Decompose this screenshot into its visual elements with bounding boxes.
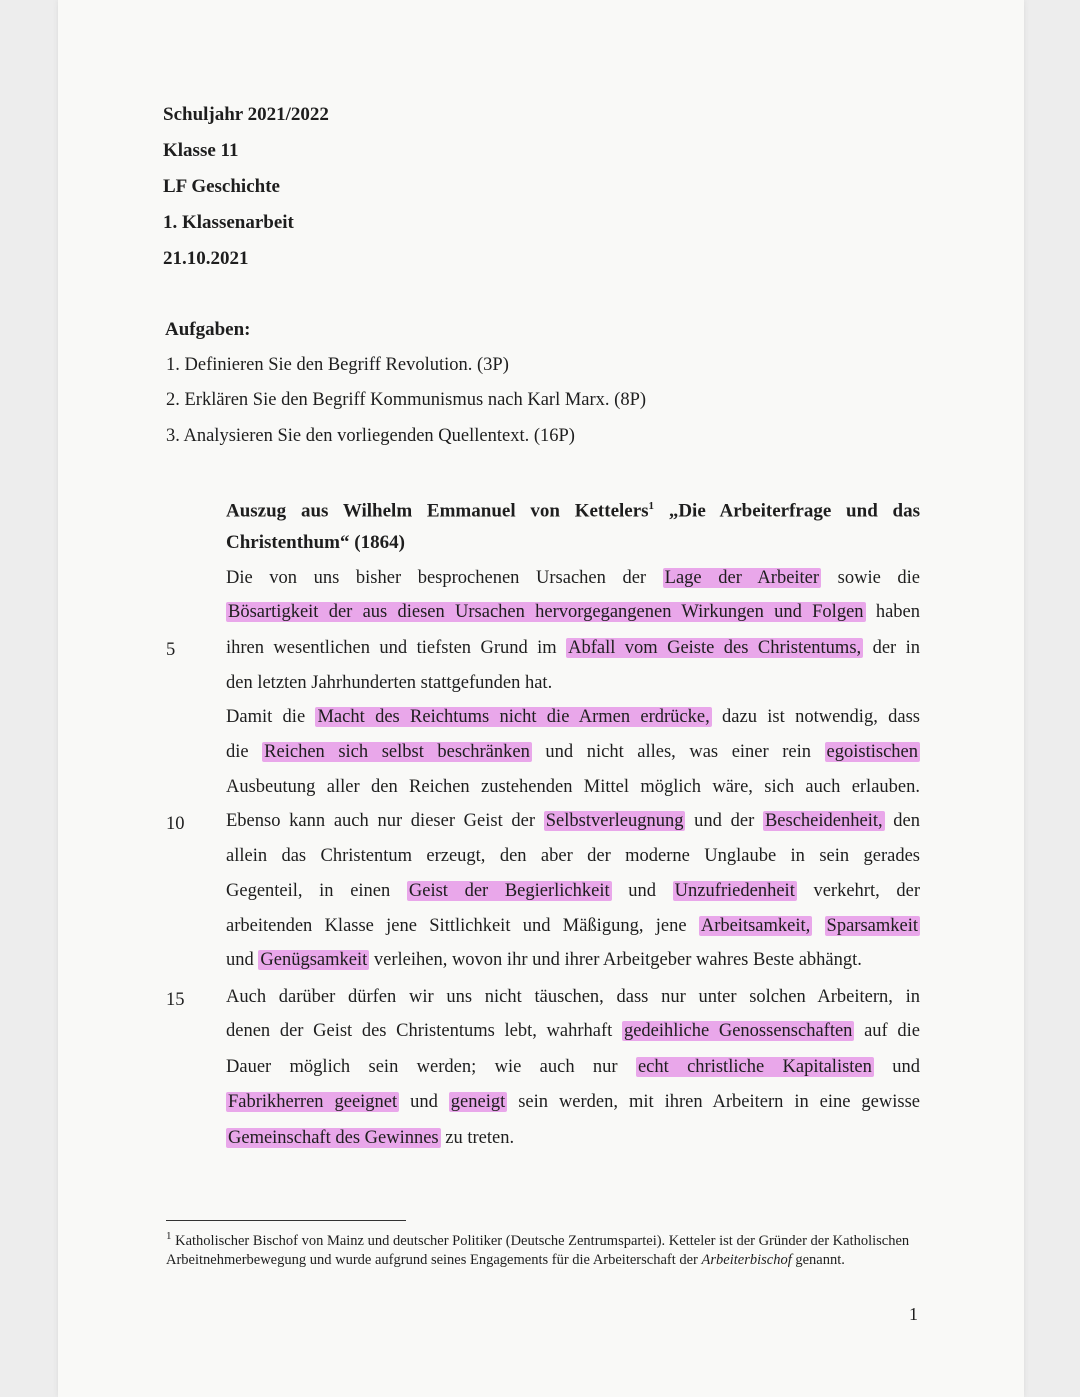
source-line: Fabrikherren geeignet und geneigt sein werden, mit ihren Arbeitern in eine gewisse (228, 1092, 920, 1112)
highlight: Arbeitsamkeit, (700, 916, 811, 936)
class-label: Klasse 11 (163, 140, 239, 161)
source-title: Auszug aus Wilhelm Emmanuel von Kettelers$^1$ „Die Arbeiterfrage und das (226, 500, 920, 522)
task-item: 3. Analysieren Sie den vorliegenden Quellentext. (16P) (166, 426, 575, 446)
exam-date: 21.10.2021 (163, 248, 249, 269)
footnote-divider (166, 1220, 406, 1221)
source-line: Ausbeutung aller den Reichen zustehenden Mittel möglich wäre, sich auch erlauben. (226, 777, 920, 797)
source-line: allein das Christentum erzeugt, den aber der moderne Unglaube in sein gerades (226, 846, 920, 866)
highlight: egoistischen (826, 742, 918, 762)
highlight: Unzufriedenheit (674, 881, 795, 901)
task-item: 1. Definieren Sie den Begriff Revolution. (3P) (166, 355, 509, 375)
source-line: ihren wesentlichen und tiefsten Grund im Abfall vom Geiste des Christentums, der in (226, 638, 921, 658)
document-page (58, 0, 1024, 1397)
highlight: Bösartigkeit der aus diesen Ursachen hervorgegangenen Wirkungen und Folgen (228, 602, 864, 622)
highlight: Sparsamkeit (826, 916, 918, 936)
source-line: arbeitenden Klasse jene Sittlichkeit und Mäßigung, jene Arbeitsamkeit, Sparsamkeit (226, 916, 918, 936)
highlight: echt christliche Kapitalisten (637, 1057, 872, 1077)
source-line: denen der Geist des Christentums lebt, wahrhaft gedeihliche Genossenschaften auf die (226, 1021, 920, 1041)
highlight: Genügsamkeit (260, 950, 368, 970)
source-line: Die von uns bisher besprochenen Ursachen der Lage der Arbeiter sowie die (226, 568, 920, 588)
line-number: 5 (166, 640, 176, 660)
source-line: Gegenteil, in einen Geist der Begierlichkeit und Unzufriedenheit verkehrt, der (226, 881, 920, 901)
source-line: Bösartigkeit der aus diesen Ursachen hervorgegangenen Wirkungen und Folgen haben (228, 602, 920, 622)
highlight: Reichen sich selbst beschränken (264, 742, 530, 762)
tasks-heading: Aufgaben: (165, 319, 251, 340)
subject-label: LF Geschichte (163, 176, 280, 197)
source-line: Damit die Macht des Reichtums nicht die Armen erdrücke, dazu ist notwendig, dass (226, 707, 920, 727)
source-line: und Genügsamkeit verleihen, wovon ihr und ihrer Arbeitgeber wahres Beste abhängt. (226, 950, 862, 970)
source-line: die Reichen sich selbst beschränken und nicht alles, was einer rein egoistischen (226, 742, 918, 762)
page-number: 1 (909, 1304, 918, 1324)
highlight: geneigt (450, 1092, 506, 1112)
highlight: Gemeinschaft des Gewinnes (228, 1128, 439, 1148)
line-number: 10 (166, 814, 185, 834)
source-line: Auch darüber dürfen wir uns nicht täuschen, dass nur unter solchen Arbeitern, in (226, 987, 920, 1007)
highlight: Geist der Begierlichkeit (408, 881, 610, 901)
footnote: $^1$ Katholischer Bischof von Mainz und deutscher Politiker (Deutsche Zentrumspartei). Ketteler ist der Gründer der Katholischen Arbeitnehmerbewegung und wurde aufgrund seines Engagements für die Arbeiterschaft der Arbeiterbischof genannt. (166, 1230, 910, 1268)
highlight: Fabrikherren geeignet (228, 1092, 398, 1112)
highlight: Bescheidenheit, (764, 811, 883, 831)
highlight: Macht des Reichtums nicht die Armen erdrücke, (317, 707, 710, 727)
highlight: Abfall vom Geiste des Christentums, (568, 638, 862, 658)
line-number: 15 (166, 990, 185, 1010)
source-line: Gemeinschaft des Gewinnes zu treten. (228, 1128, 515, 1148)
source-line: Ebenso kann auch nur dieser Geist der Selbstverleugnung und der Bescheidenheit, den (226, 811, 921, 831)
source-title-line2: Christenthum“ (1864) (226, 532, 405, 553)
school-year: Schuljahr 2021/2022 (163, 104, 329, 125)
highlight: Selbstverleugnung (545, 811, 684, 831)
highlight: gedeihliche Genossenschaften (623, 1021, 853, 1041)
task-item: 2. Erklären Sie den Begriff Kommunismus nach Karl Marx. (8P) (166, 390, 647, 410)
source-line: Dauer möglich sein werden; wie auch nur echt christliche Kapitalisten und (226, 1057, 920, 1077)
source-line: den letzten Jahrhunderten stattgefunden hat. (226, 673, 553, 693)
highlight: Lage der Arbeiter (664, 568, 820, 588)
exam-label: 1. Klassenarbeit (163, 212, 294, 233)
